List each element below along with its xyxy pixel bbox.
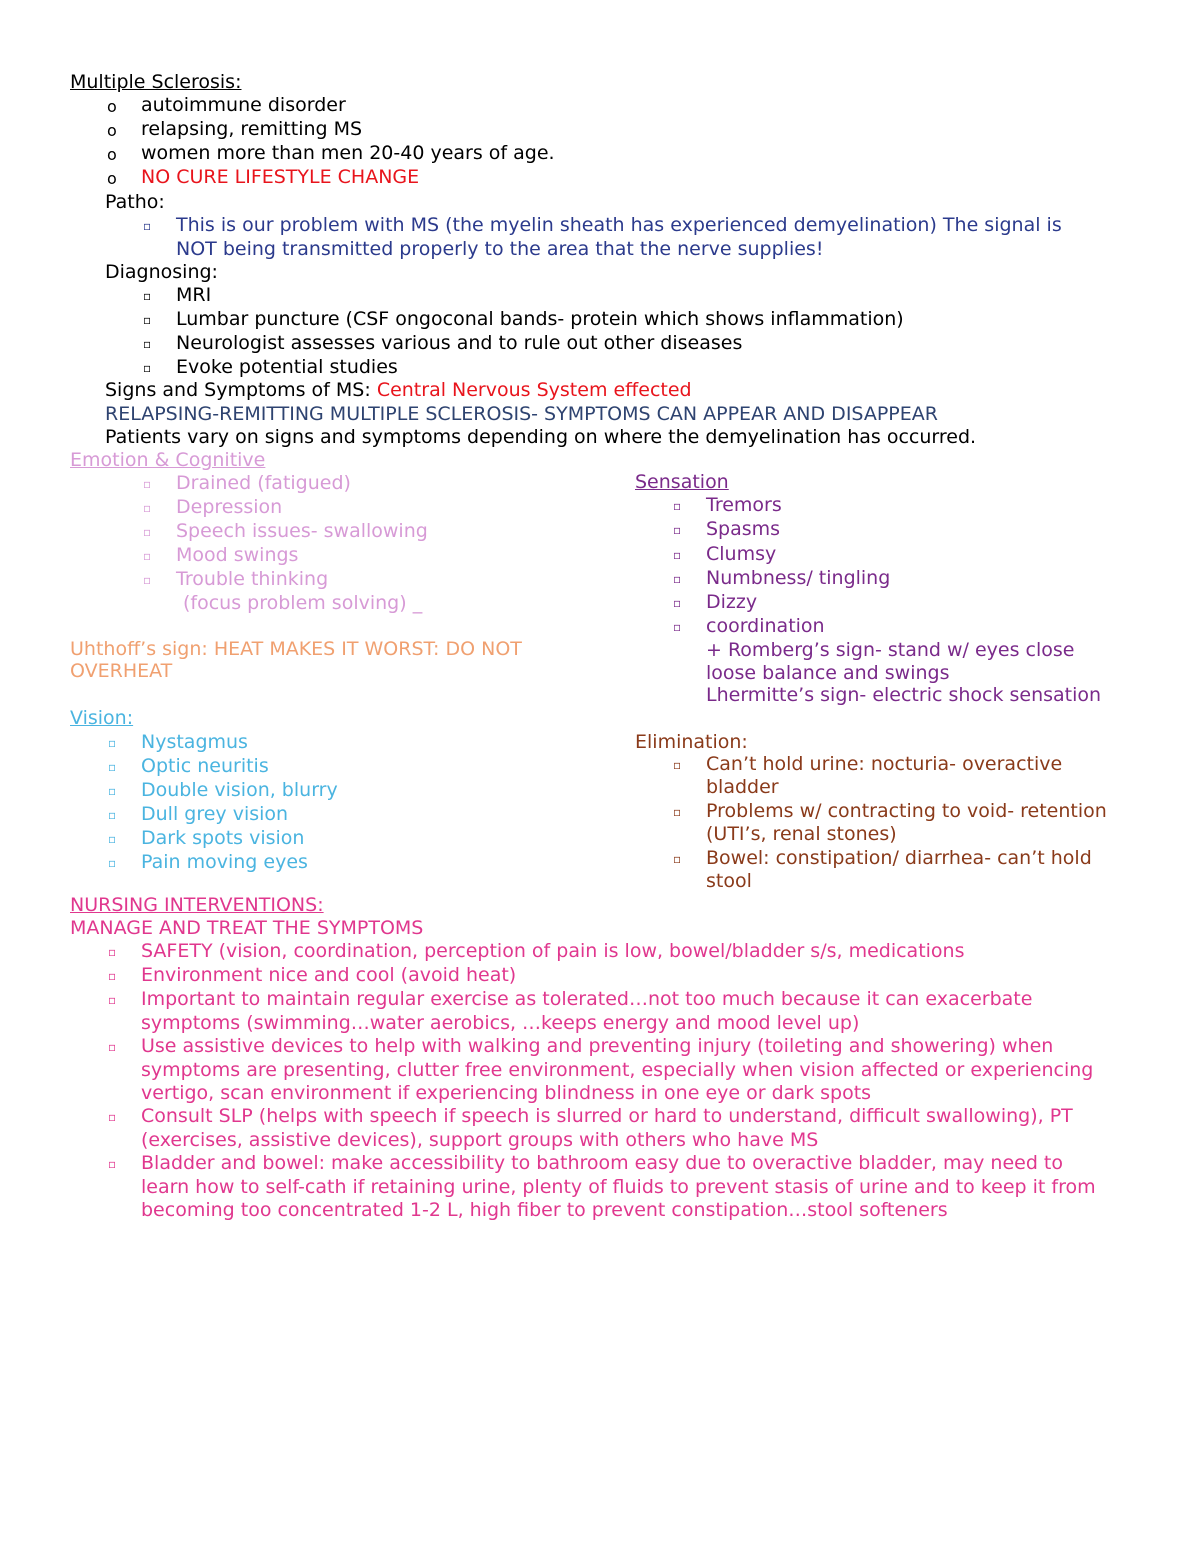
page-title: Multiple Sclerosis: — [70, 71, 242, 93]
patho-label: Patho: — [105, 191, 165, 213]
nursing-item-line: learn how to self-cath if retaining urine, plenty of fluids to prevent stasis of urine and to keep it from — [141, 1175, 1096, 1198]
romberg-line: + Romberg’s sign- stand w/ eyes close — [706, 639, 1075, 661]
circle-bullet-icon: o — [107, 121, 117, 140]
square-bullet-icon: ▫ — [673, 523, 682, 537]
patho-bullet-icon: ▫ — [143, 219, 152, 233]
lhermitte-line: Lhermitte’s sign- electric shock sensation — [706, 684, 1102, 706]
circle-bullet-icon: o — [107, 145, 117, 164]
emotion-item: Depression — [176, 496, 283, 518]
square-bullet-icon: ▫ — [108, 1110, 117, 1124]
emotion-item: Mood swings — [176, 544, 299, 566]
sensation-item: Tremors — [706, 494, 782, 516]
sensation-heading: Sensation — [635, 471, 729, 493]
balance-line: loose balance and swings — [706, 662, 950, 684]
intro-item: women more than men 20-40 years of age. — [141, 142, 555, 164]
square-bullet-icon: ▫ — [108, 832, 117, 846]
square-bullet-icon: ▫ — [673, 596, 682, 610]
elimination-item-line: (UTI’s, renal stones) — [706, 823, 897, 845]
square-bullet-icon: ▫ — [143, 573, 152, 587]
square-bullet-icon: ▫ — [143, 501, 152, 515]
nursing-heading: NURSING INTERVENTIONS: — [70, 894, 324, 916]
vision-item: Double vision, blurry — [141, 779, 338, 801]
elimination-item-line: stool — [706, 870, 752, 892]
diagnosing-item: Neurologist assesses various and to rule out other diseases — [176, 332, 743, 354]
elimination-item-line: bladder — [706, 776, 779, 798]
emotion-note: (focus problem solving) _ — [183, 592, 423, 614]
vision-item: Dark spots vision — [141, 827, 305, 849]
relapsing-line: RELAPSING-REMITTING MULTIPLE SCLEROSIS- SYMPTOMS CAN APPEAR AND DISAPPEAR — [105, 403, 938, 425]
nursing-item-line: Important to maintain regular exercise as tolerated…not too much because it can exacerbate — [141, 988, 1033, 1010]
square-bullet-icon: ▫ — [143, 361, 152, 375]
emotion-heading: Emotion & Cognitive — [70, 449, 266, 471]
square-bullet-icon: ▫ — [673, 620, 682, 634]
sensation-item: coordination — [706, 615, 825, 637]
diagnosing-label: Diagnosing: — [105, 261, 218, 283]
circle-bullet-icon: o — [107, 169, 117, 188]
square-bullet-icon: ▫ — [143, 477, 152, 491]
square-bullet-icon: ▫ — [108, 760, 117, 774]
elimination-item-line: Can’t hold urine: nocturia- overactive — [706, 753, 1063, 775]
square-bullet-icon: ▫ — [108, 856, 117, 870]
elimination-heading: Elimination: — [635, 731, 748, 753]
diagnosing-item: Evoke potential studies — [176, 356, 398, 378]
sensation-item: Spasms — [706, 518, 781, 540]
nursing-item-line: symptoms are presenting, clutter free environment, especially when vision affected or experiencing — [141, 1058, 1094, 1081]
sensation-item: Clumsy — [706, 543, 777, 565]
circle-bullet-icon: o — [107, 97, 117, 116]
square-bullet-icon: ▫ — [108, 969, 117, 983]
nursing-item-line: (exercises, assistive devices), support groups with others who have MS — [141, 1128, 819, 1151]
square-bullet-icon: ▫ — [108, 1040, 117, 1054]
diagnosing-item: MRI — [176, 284, 212, 306]
patients-line: Patients vary on signs and symptoms depending on where the demyelination has occurred. — [105, 426, 977, 448]
diagnosing-item: Lumbar puncture (CSF ongoconal bands- protein which shows inflammation) — [176, 308, 904, 330]
emotion-item: Trouble thinking — [176, 568, 329, 590]
signs-line — [105, 378, 692, 402]
sensation-item: Numbness/ tingling — [706, 567, 891, 589]
square-bullet-icon: ▫ — [673, 758, 682, 772]
vision-item: Dull grey vision — [141, 803, 289, 825]
vision-heading: Vision: — [70, 707, 134, 729]
vision-item: Pain moving eyes — [141, 851, 308, 873]
nursing-item-line: Use assistive devices to help with walking and preventing injury (toileting and showering) when — [141, 1035, 1054, 1057]
patho-line-2: NOT being transmitted properly to the area that the nerve supplies! — [176, 238, 824, 260]
signs-highlight: Central Nervous System effected — [376, 379, 692, 401]
intro-item: NO CURE LIFESTYLE CHANGE — [141, 166, 420, 188]
square-bullet-icon: ▫ — [108, 993, 117, 1007]
intro-item: relapsing, remitting MS — [141, 118, 363, 140]
square-bullet-icon: ▫ — [108, 784, 117, 798]
square-bullet-icon: ▫ — [108, 736, 117, 750]
emotion-item: Drained (fatigued) — [176, 472, 351, 494]
nursing-item-line: vertigo, scan environment if experiencing blindness in one eye or dark spots — [141, 1082, 872, 1104]
signs-label: Signs and Symptoms of MS: — [105, 379, 377, 401]
emotion-item: Speech issues- swallowing — [176, 520, 428, 542]
square-bullet-icon: ▫ — [143, 289, 152, 303]
vision-item: Optic neuritis — [141, 755, 269, 777]
square-bullet-icon: ▫ — [673, 548, 682, 562]
square-bullet-icon: ▫ — [673, 499, 682, 513]
square-bullet-icon: ▫ — [673, 805, 682, 819]
elimination-item-line: Problems w/ contracting to void- retention — [706, 800, 1107, 822]
nursing-item-line: symptoms (swimming…water aerobics, …keeps energy and mood level up) — [141, 1011, 860, 1034]
patho-line-1: This is our problem with MS (the myelin sheath has experienced demyelination) The signal is — [176, 214, 1062, 236]
square-bullet-icon: ▫ — [673, 852, 682, 866]
nursing-item-line: Consult SLP (helps with speech if speech is slurred or hard to understand, difficult swallowing), PT — [141, 1105, 1073, 1127]
square-bullet-icon: ▫ — [143, 525, 152, 539]
elimination-item-line: Bowel: constipation/ diarrhea- can’t hold — [706, 847, 1092, 869]
square-bullet-icon: ▫ — [143, 549, 152, 563]
nursing-item-line: Bladder and bowel: make accessibility to bathroom easy due to overactive bladder, may need to — [141, 1152, 1064, 1174]
nursing-subheading: MANAGE AND TREAT THE SYMPTOMS — [70, 917, 424, 939]
square-bullet-icon: ▫ — [673, 572, 682, 586]
nursing-item-line: Environment nice and cool (avoid heat) — [141, 964, 517, 986]
square-bullet-icon: ▫ — [143, 337, 152, 351]
sensation-item: Dizzy — [706, 591, 758, 613]
nursing-item-line: SAFETY (vision, coordination, perception of pain is low, bowel/bladder s/s, medications — [141, 940, 965, 962]
intro-item: autoimmune disorder — [141, 94, 346, 116]
uhthoff-line-2: OVERHEAT — [70, 660, 173, 682]
uhthoff-line-1: Uhthoff’s sign: HEAT MAKES IT WORST: DO NOT — [70, 638, 522, 660]
square-bullet-icon: ▫ — [143, 313, 152, 327]
vision-item: Nystagmus — [141, 731, 248, 753]
nursing-item-line: becoming too concentrated 1-2 L, high fiber to prevent constipation…stool softeners — [141, 1199, 948, 1221]
square-bullet-icon: ▫ — [108, 945, 117, 959]
square-bullet-icon: ▫ — [108, 808, 117, 822]
square-bullet-icon: ▫ — [108, 1157, 117, 1171]
